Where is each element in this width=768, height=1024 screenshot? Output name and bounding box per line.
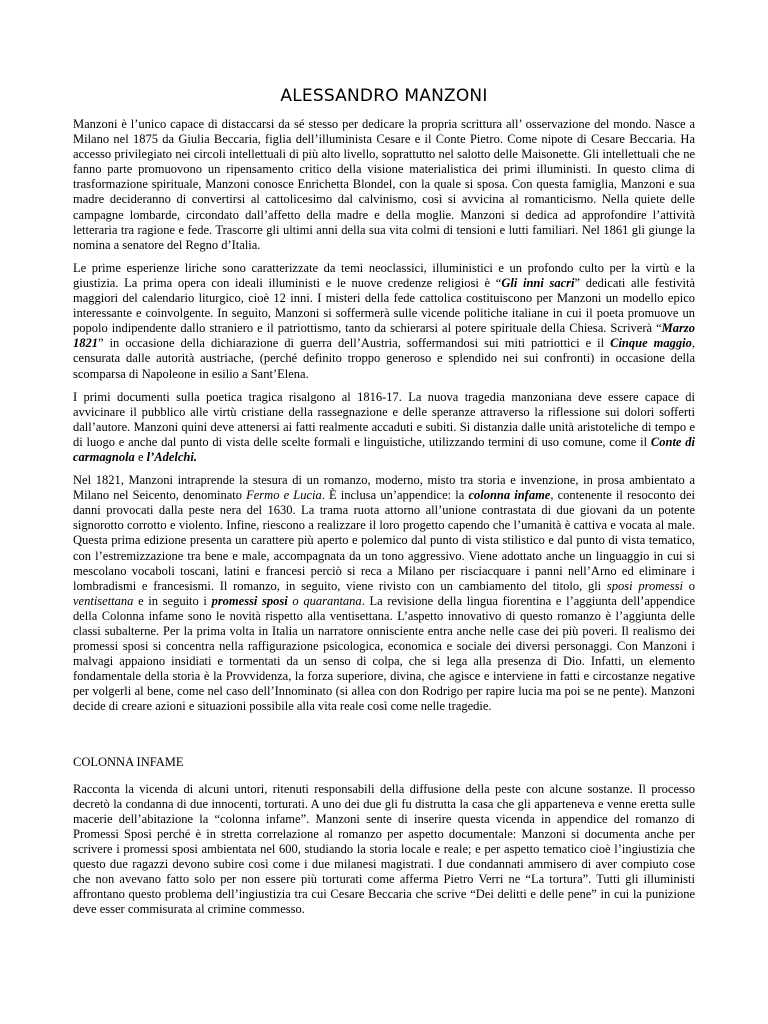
emphasized-text: colonna infame	[468, 488, 551, 503]
paragraph-text: . La revisione della lingua fiorentina e l’aggiunta dell’appendice della Colonna infame sono le novità rispetto alla ventisettana. L’aspetto innovativo di questo romanzo è l’aggiunta delle classi subalterne. Per la prima volta in Italia un narratore onnisciente entra anche nelle case dei più poveri. Il realismo dei promessi sposi si concentra nella raffigurazione psicologica, economica e sociale dei diversi personaggi. Con Manzoni i malvagi appaiono insidiati e tormentati da un senso di colpa, che si lega alla presenza di Dio. Infatti, un elemento fondamentale della storia è la Provvidenza, la forza superiore, divina, che agisce e interviene in fatti e circostanze negative per volgerli al bene, come nel caso dell’Innominato (si allea con don Rodrigo per rapire lucia ma poi se ne pente). Manzoni decide di creare azioni e situazioni possibile alla vita reale così come nelle tragedie.	[73, 593, 696, 714]
paragraph-text: ” dedicati alle festività maggiori del calendario liturgico, cioè 12 inni. I misteri della fede cattolica costituiscono per Manzoni un modello epico interessante e coinvolgente. In seguito, Manzoni si soffermerà sulle vicende politiche italiane in cui il poeta promuove un popolo indipendente dallo straniero e il patriottismo, tanto da schierarsi al potere spirituale della Chiesa. Scriverà “	[73, 275, 695, 336]
paragraph-text: Le prime esperienze liriche sono caratterizzate da temi neoclassici, illuministici e un profondo culto per la virtù e la giustizia. La prima opera con ideali illuministi e le nuove credenze religiosi è “	[73, 260, 695, 290]
paragraph-text: , contenente il resoconto dei danni provocati dalla peste nera del 1630. La trama ruota attorno all’unione contrastata di due giovani da un potente signorotto corrotto e violento. Infine, riescono a realizzare il loro progetto capendo che l’umanità è cattiva e vocata al male. Questa prima edizione presenta un carattere più aperto e polemico dal punto di vista stilistico e dal punto di vista tematico, con l’estremizzazione tra bene e male, accompagnata da un tono aggressivo. Viene adottato anche un linguaggio in cui si mescolano vocaboli toscani, latini e francesi perciò si reca a Milano per risciacquare i panni nell’Arno ed eliminare i lombradismi e francesismi. Il romanzo, in seguito, viene rivisto con un cambiamento del titolo, gli	[73, 488, 695, 593]
paragraph-text: Nel 1821, Manzoni intraprende la stesura di un romanzo, moderno, misto tra storia e invenzione, in prosa ambientato a Milano nel Seicento, denominato	[73, 473, 695, 503]
emphasized-text: ventisettana	[73, 593, 134, 608]
document-title: ALESSANDRO MANZONI	[280, 86, 488, 106]
paragraph-text: o	[683, 578, 696, 593]
paragraph-biography	[73, 117, 695, 253]
paragraph-colonna-infame: Racconta la vicenda di alcuni untori, ritenuti responsabili della diffusione della peste con alcune sostanze. Il processo decretò la condanna di due innocenti, torturati. A uno dei due gli fu distrutta la casa che gli apparteneva e venne eretta sulle macerie dell’abitazione la “colonna infame”. Manzoni sente di inserire questa vicenda in appendice del romanzo di Promessi Sposi perché è in stretta correlazione al romanzo per aspetto documentale: Manzoni si documenta anche per scrivere i promessi sposi ambientata nel 600, studiando la storia locale e reale; e per aspetto tematico cioè l’ingiustizia che questo due ragazzi devono subire così come i due milanesi magistrati. I due condannati ammisero di aver compiuto cose che non avevano fatto solo per non essere più torturati come afferma Pietro Verri ne “La tortura”. Tutti gli illuministi affrontano questo problema dell’ingiustizia tra cui Cesare Beccaria che scrive “Dei delitti e delle pene” in cui la punizione deve esser commisurata al crimine commesso.	[73, 781, 695, 917]
emphasized-text: Conte di carmagnola	[73, 434, 695, 464]
paragraph-text: Manzoni è l’unico capace di distaccarsi da sé stesso per dedicare la propria scrittura all’ osservazione del mondo. Nasce a Milano nel 1875 da Giulia Beccaria, figlia dell’illuminista Cesare e il Conte Pietro. Come nipote di Cesare Beccaria. Ha accesso privilegiato nei circoli intellettuali di più alto livello, soprattutto nel salotto delle Maisonette. Gli intellettuali che ne fanno parte promuovono un ripensamento critico della visione materialistica dei primi illuministi. In questo clima di trasformazione spirituale, Manzoni conosce Enrichetta Blondel, con la quale si sposa. Con questa famiglia, Manzoni e sua madre decideranno di convertirsi al cattolicesimo dal calvinismo, così si avvicina al romanticismo. Nella quiete delle campagne lombarde, circondato dall’affetto della madre e della moglie. Manzoni si dedica ad approfondire l’attività letteraria tra ragione e fede. Trascorre gli ultimi anni della sua vita colmi di tensioni e lutti familiari. Nel 1861 gli giunge la nomina a senatore del Regno d’Italia.	[73, 117, 695, 252]
emphasized-text: l’Adelchi.	[146, 449, 197, 464]
emphasized-text: Marzo 1821	[73, 321, 695, 351]
paragraph-text: I primi documenti sulla poetica tragica risalgono al 1816-17. La nuova tragedia manzoniana deve essere capace di avvicinare il pubblico alle virtù cristiane della rassegnazione e delle speranze attraverso la riflessione sui dolori sofferti dall’autore. Manzoni quini deve attenersi ai fatti realmente accaduti e subiti. Si distanzia dalle unità aristoteliche di tempo e di luogo e anche dal punto di vista delle scelte formali e linguistiche, utilizzando termini di uso comune, come il	[73, 389, 695, 449]
emphasized-text: Cinque maggio	[610, 336, 692, 351]
section-heading-colonna-infame: COLONNA INFAME	[73, 754, 184, 769]
paragraph-text: , censurata dalle autorità austriache, (perché definito troppo generoso e splendido nei sui confronti) in occasione della scomparsa di Napoleone in esilio a Sant’Elena.	[73, 336, 695, 381]
document-body	[73, 117, 695, 926]
emphasized-text: sposi promessi	[606, 578, 684, 593]
paragraph-novel	[73, 473, 695, 715]
paragraph-tragedies	[73, 390, 695, 465]
emphasized-text: Fermo e Lucia	[246, 488, 322, 503]
paragraph-text: e	[134, 449, 147, 464]
emphasized-text: o	[287, 593, 304, 608]
emphasized-text: quarantana	[303, 593, 362, 608]
emphasized-text: promessi sposi	[211, 593, 288, 608]
paragraph-text: ” in occasione della dichiarazione di guerra dell’Austria, soffermandosi sui miti patriottici e il	[98, 336, 611, 351]
emphasized-text: Gli inni sacri	[501, 275, 575, 290]
paragraph-early-lyrics	[73, 261, 695, 382]
paragraph-text: e in seguito i	[133, 593, 212, 608]
paragraph-text: . È inclusa un’appendice: la	[321, 488, 469, 503]
